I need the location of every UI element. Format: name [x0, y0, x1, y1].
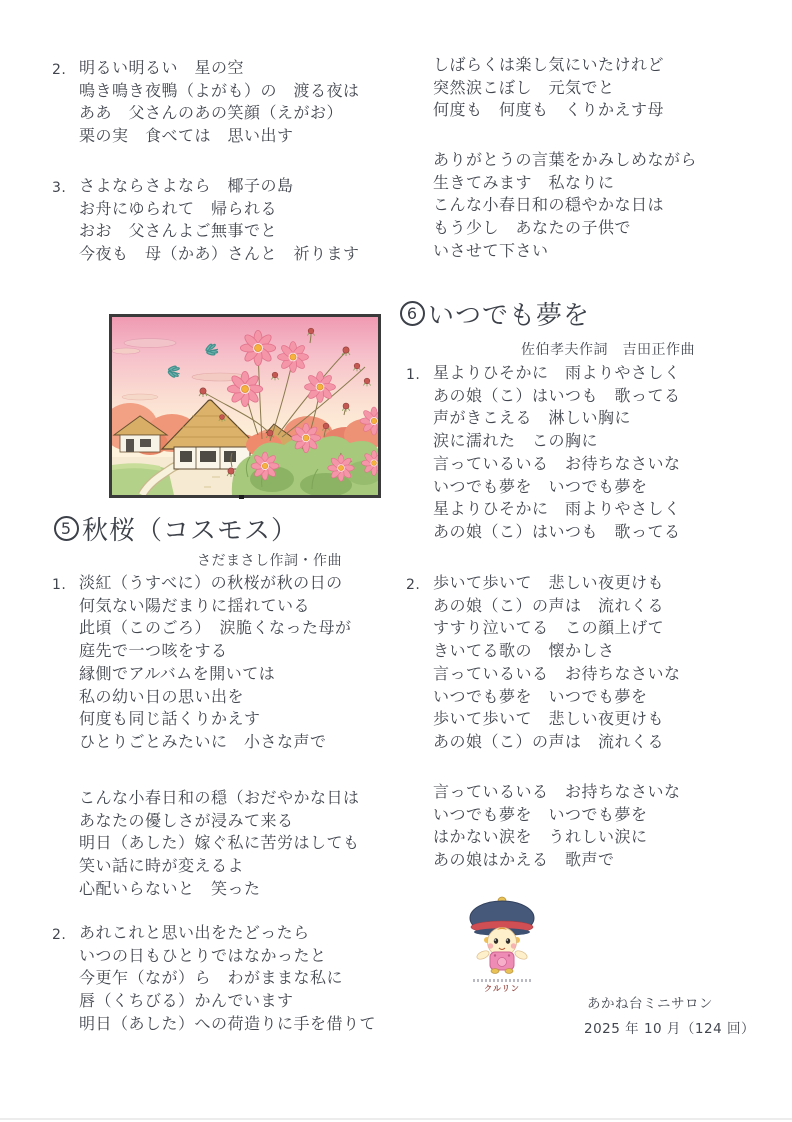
- lyric-line: 心配いらないと 笑った: [79, 878, 261, 898]
- song6-stanza-1: [406, 362, 681, 544]
- stanza-lines: [79, 175, 360, 266]
- arm-left: [476, 949, 491, 961]
- lyric-line: あの娘はかえる 歌声で: [433, 850, 615, 870]
- lyric-line: はかない涙を うれしい涙に: [433, 827, 648, 847]
- lyric-line: 星よりひそかに 雨よりやさしく: [433, 363, 681, 382]
- foot-right: [505, 969, 513, 974]
- mascot-caption-microtext: [473, 979, 531, 982]
- lyric-line: おお 父さんよご無事でと: [79, 221, 278, 241]
- stanza-number: 2.: [52, 927, 67, 943]
- song5-circled-number: [54, 516, 79, 541]
- lyric-line: 今更乍（なが）ら わがままな私に: [79, 968, 344, 988]
- lyric-line: お舟にゆられて 帰られる: [79, 198, 278, 218]
- lyric-line: 庭先で一つ咳をする: [79, 641, 228, 661]
- song6-circled-number: [400, 301, 425, 326]
- scan-mark: [239, 495, 244, 499]
- stanza-lines: [79, 572, 352, 754]
- song5-stanza-2: [52, 922, 376, 1036]
- lyric-line: 歩いて歩いて 悲しい夜更けも: [433, 573, 665, 592]
- button-right: [508, 954, 510, 956]
- lyric-line: しばらくは楽し気にいたけれど: [433, 55, 665, 74]
- lyric-line: 縁側でアルバムを開いては: [79, 663, 276, 683]
- eye-right: [506, 938, 510, 944]
- stanza-number: [406, 781, 433, 783]
- cosmos-illustration-svg: [112, 317, 378, 495]
- lyric-line: あの娘（こ）の声は 流れくる: [433, 595, 665, 615]
- arm-right: [514, 949, 529, 961]
- mascot-illustration: [452, 894, 552, 974]
- footer-salon-name: あかね台ミニサロン: [587, 996, 713, 1012]
- song6-credit: 佐伯孝夫作詞 吉田正作曲: [521, 342, 695, 358]
- lyric-line: すすり泣いてる この顔上げて: [433, 618, 665, 638]
- lyric-line: 今夜も 母（かあ）さんと 祈ります: [79, 244, 360, 264]
- stanza-number: 3.: [52, 180, 67, 196]
- lyric-line: あの娘（こ）はいつも 歌ってる: [433, 385, 681, 405]
- stanza-lines: [433, 362, 681, 544]
- lyric-line: ああ 父さんのあの笑顔（えがお）: [79, 103, 344, 123]
- cont-stanza-1: [406, 54, 664, 122]
- cosmos-illustration: [109, 314, 381, 498]
- song5-stanza-1: [52, 572, 352, 754]
- song6-number: 6: [406, 304, 419, 323]
- song5-stanza-1b: [52, 787, 360, 901]
- stanza-lines: [433, 781, 681, 872]
- lyric-line: あの娘（こ）はいつも 歌ってる: [433, 521, 681, 541]
- lyric-line: 言っているいる お持ちなさいな: [433, 782, 681, 801]
- song5-title-text: 秋桜（コスモス）: [82, 516, 299, 546]
- lyric-line: もう少し あなたの子供で: [433, 218, 632, 238]
- stanza-prev-2: [52, 57, 360, 148]
- lyric-line: あの娘（こ）の声は 流れくる: [433, 731, 665, 751]
- stanza-number: 2.: [52, 62, 67, 78]
- lyric-line: あなたの優しさが浸みて来る: [79, 810, 294, 830]
- lyric-line: 唇（くちびる）かんでいます: [79, 991, 294, 1011]
- button-left: [494, 954, 496, 956]
- lyric-line: いさせて下さい: [433, 240, 549, 260]
- lyric-line: 何度も同じ話くりかえす: [79, 709, 261, 729]
- song6-stanza-2: [406, 572, 681, 754]
- scan-edge-line: [0, 1118, 792, 1120]
- lyric-line: 声がきこえる 淋しい胸に: [433, 408, 632, 428]
- lyric-line: 栗の実 食べては 思い出す: [79, 126, 294, 146]
- cont-stanza-2: [406, 149, 697, 263]
- lyric-line: さよならさよなら 椰子の島: [79, 176, 294, 195]
- lyric-line: 此頃（このごろ） 涙脆くなった母が: [79, 618, 352, 638]
- lyric-line: 明日（あした）への荷造りに手を借りて: [79, 1013, 377, 1033]
- lyric-line: 何度も 何度も くりかえす母: [433, 100, 665, 120]
- lyric-line: 何気ない陽だまりに揺れている: [79, 595, 311, 615]
- eye-left: [494, 938, 498, 944]
- lyric-line: 淡紅（うすべに）の秋桜が秋の日の: [79, 573, 343, 592]
- stanza-number: 1.: [52, 577, 67, 593]
- footer-date-count: 2025 年 10 月（124 回）: [584, 1021, 755, 1037]
- lyric-line: 明るい明るい 星の空: [79, 58, 245, 77]
- song5-credit: さだまさし作詞・作曲: [197, 553, 342, 569]
- stanza-number: 2.: [406, 577, 421, 593]
- song5-number: 5: [60, 519, 73, 538]
- lyric-line: 言っているいる お待ちなさいな: [433, 453, 681, 473]
- lyric-line: いつでも夢を いつでも夢を: [433, 686, 648, 706]
- lyric-line: いつの日もひとりではなかったと: [79, 945, 327, 965]
- stanza-lines: [79, 787, 360, 901]
- foot-left: [491, 969, 499, 974]
- lyric-line: 突然涙こぼし 元気でと: [433, 77, 615, 97]
- lyric-line: 明日（あした）嫁ぐ私に苦労はしても: [79, 833, 360, 853]
- lyric-line: いつでも夢を いつでも夢を: [433, 476, 648, 496]
- stanza-lines: [79, 922, 376, 1036]
- song6-stanza-3: [406, 781, 681, 872]
- stanza-lines: [433, 149, 697, 263]
- song6-title: [400, 295, 590, 332]
- lyric-line: 生きてみます 私なりに: [433, 172, 615, 192]
- mascot-kururin: [452, 894, 552, 994]
- lyric-line: 歩いて歩いて 悲しい夜更けも: [433, 709, 665, 729]
- stanza-prev-3: [52, 175, 360, 266]
- eye-highlight-right: [506, 939, 508, 941]
- song6-title-text: いつでも夢を: [428, 301, 591, 331]
- pocket: [498, 958, 507, 967]
- mascot-name: クルリン: [484, 984, 520, 993]
- stanza-lines: [433, 572, 681, 754]
- cheek-right: [511, 943, 516, 948]
- cheek-left: [488, 943, 493, 948]
- lyric-line: あれこれと思い出をたどったら: [79, 923, 310, 942]
- lyric-line: ありがとうの言葉をかみしめながら: [433, 150, 698, 169]
- lyric-line: いつでも夢を いつでも夢を: [433, 804, 648, 824]
- song5-title: [54, 510, 298, 547]
- lyric-line: 鳴き鳴き夜鴨（よがも）の 渡る夜は: [79, 80, 360, 100]
- stanza-number: [52, 787, 79, 789]
- lyric-line: こんな小春日和の穏（おだやかな日は: [79, 788, 360, 807]
- stanza-lines: [79, 57, 360, 148]
- lyric-line: 私の幼い日の思い出を: [79, 686, 245, 706]
- lyric-line: 星よりひそかに 雨よりやさしく: [433, 499, 681, 519]
- lyric-line: きいてる歌の 懐かしさ: [433, 641, 615, 661]
- lyric-line: こんな小春日和の穏やかな日は: [433, 195, 665, 215]
- stanza-number: [406, 54, 433, 56]
- eye-highlight-left: [494, 939, 496, 941]
- lyric-line: 涙に濡れた この胸に: [433, 431, 599, 451]
- lyric-line: ひとりごとみたいに 小さな声で: [79, 731, 327, 751]
- lyric-line: 笑い話に時が変えるよ: [79, 856, 245, 876]
- stanza-number: 1.: [406, 367, 421, 383]
- stanza-number: [406, 149, 433, 151]
- stanza-lines: [433, 54, 664, 122]
- lyric-line: 言っているいる お待ちなさいな: [433, 663, 681, 683]
